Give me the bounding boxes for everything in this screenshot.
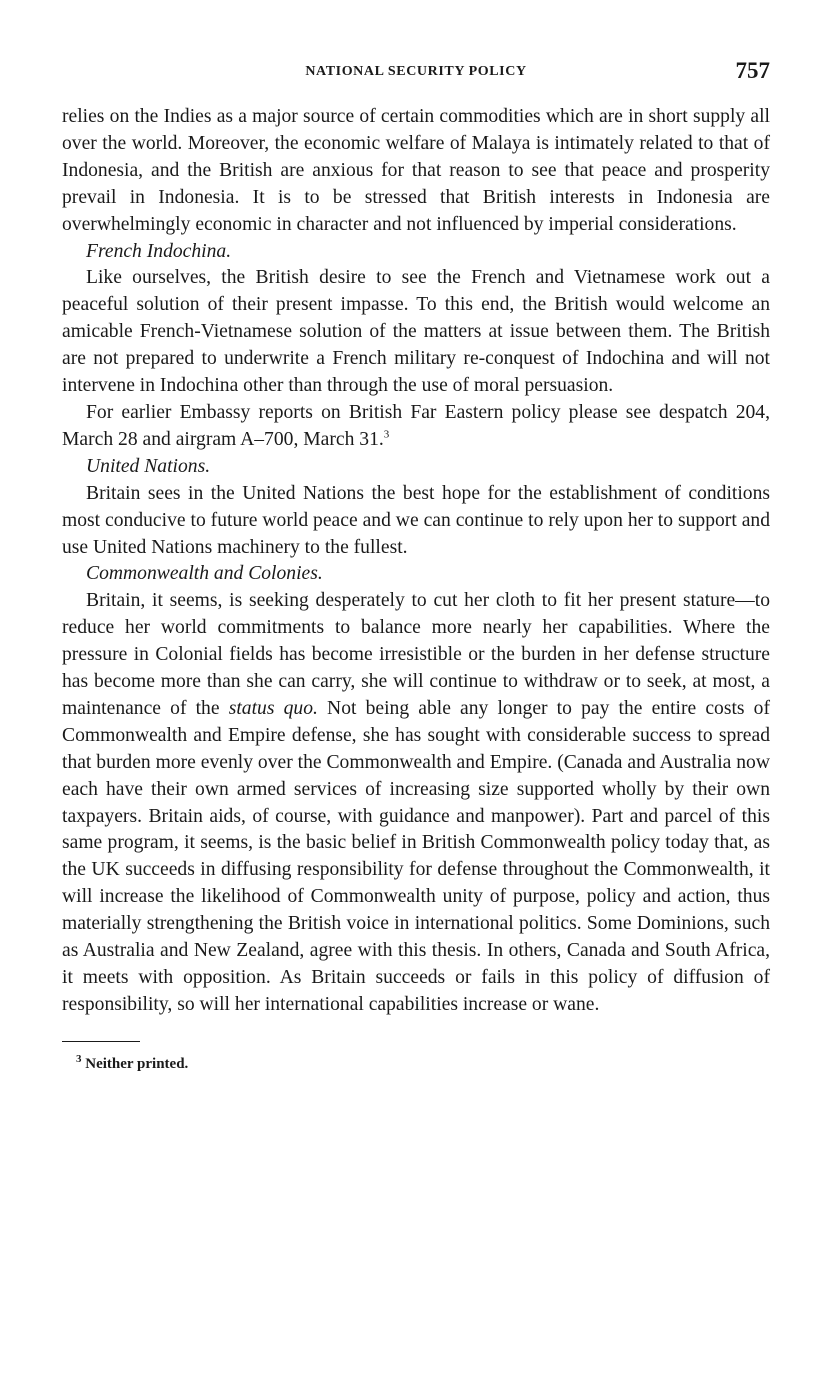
italic-status-quo: status quo. (228, 697, 318, 719)
paragraph-commonwealth (62, 588, 770, 1019)
paragraph-commonwealth-text-a: Britain, it seems, is seeking desperately to cut her cloth to fit her present stature—to reduce her world commitments to balance more nearly her capabilities. Where the pressure in Colonial fields has become irresistible or the burden in her defense structure has become more than she can carry, she will continue to withdraw or to seek, at most, a maintenance of the (62, 590, 770, 719)
paragraph-indonesia: relies on the Indies as a major source of certain commodities which are in short supply all over the world. Moreover, the economic welfare of Malaya is intimately related to that of Indonesia, and the British are anxious for that reason to see that peace and prosperity prevail in Indonesia. It is to be stressed that British interests in Indonesia are overwhelmingly economic in character and not influenced by imperial considerations. (62, 106, 770, 235)
footnote-text: Neither printed. (85, 1055, 189, 1072)
paragraph-embassy-reports-text: For earlier Embassy reports on British Far Eastern policy please see despatch 204, March 28 and airgram A–700, March 31. (62, 401, 770, 450)
section-heading-commonwealth: Commonwealth and Colonies. (86, 563, 323, 585)
body-text (62, 104, 770, 1019)
footnote-marker: 3 (76, 1052, 82, 1065)
section-heading-french-indochina: French Indochina. (86, 240, 232, 262)
paragraph-commonwealth-text-b: Not being able any longer to pay the entire costs of Commonwealth and Empire defense, she has sought with considerable success to spread that burden more evenly over the Commonwealth and Empire. (Canada and Australia now each have their own armed services of increasing size supported wholly by their own taxpayers. Britain aids, of course, with guidance and manpower). Part and parcel of this same program, it seems, is the basic belief in British Commonwealth policy today that, as the UK succeeds in diffusing responsibility for defense throughout the Commonwealth, it will increase the likelihood of Commonwealth unity of purpose, policy and action, thus materially strengthening the British voice in international politics. Some Dominions, such as Australia and New Zealand, agree with this thesis. In others, Canada and South Africa, it meets with opposition. As Britain succeeds or fails in this policy of diffusion of responsibility, so will her international capabilities increase or wane. (62, 697, 771, 1015)
footnote-divider (62, 1041, 140, 1042)
document-page (62, 58, 770, 1073)
section-heading-united-nations: United Nations. (86, 455, 211, 477)
footnote-reference: 3 (383, 428, 390, 441)
running-title: NATIONAL SECURITY POLICY (305, 64, 527, 79)
page-number: 757 (735, 58, 770, 83)
paragraph-embassy-reports (62, 400, 770, 454)
paragraph-french-indochina: Like ourselves, the British desire to see the French and Vietnamese work out a peaceful solution of their present impasse. To this end, the British would welcome an amicable French-Vietnamese solution of the matters at issue between them. The British are not prepared to underwrite a French military re-conquest of Indochina and will not intervene in Indochina other than through the use of moral persuasion. (62, 267, 770, 397)
footnote (62, 1052, 770, 1073)
running-header (62, 58, 770, 88)
paragraph-united-nations: Britain sees in the United Nations the best hope for the establishment of conditions most conducive to future world peace and we can continue to rely upon her to support and use United Nations machinery to the fullest. (62, 482, 770, 558)
